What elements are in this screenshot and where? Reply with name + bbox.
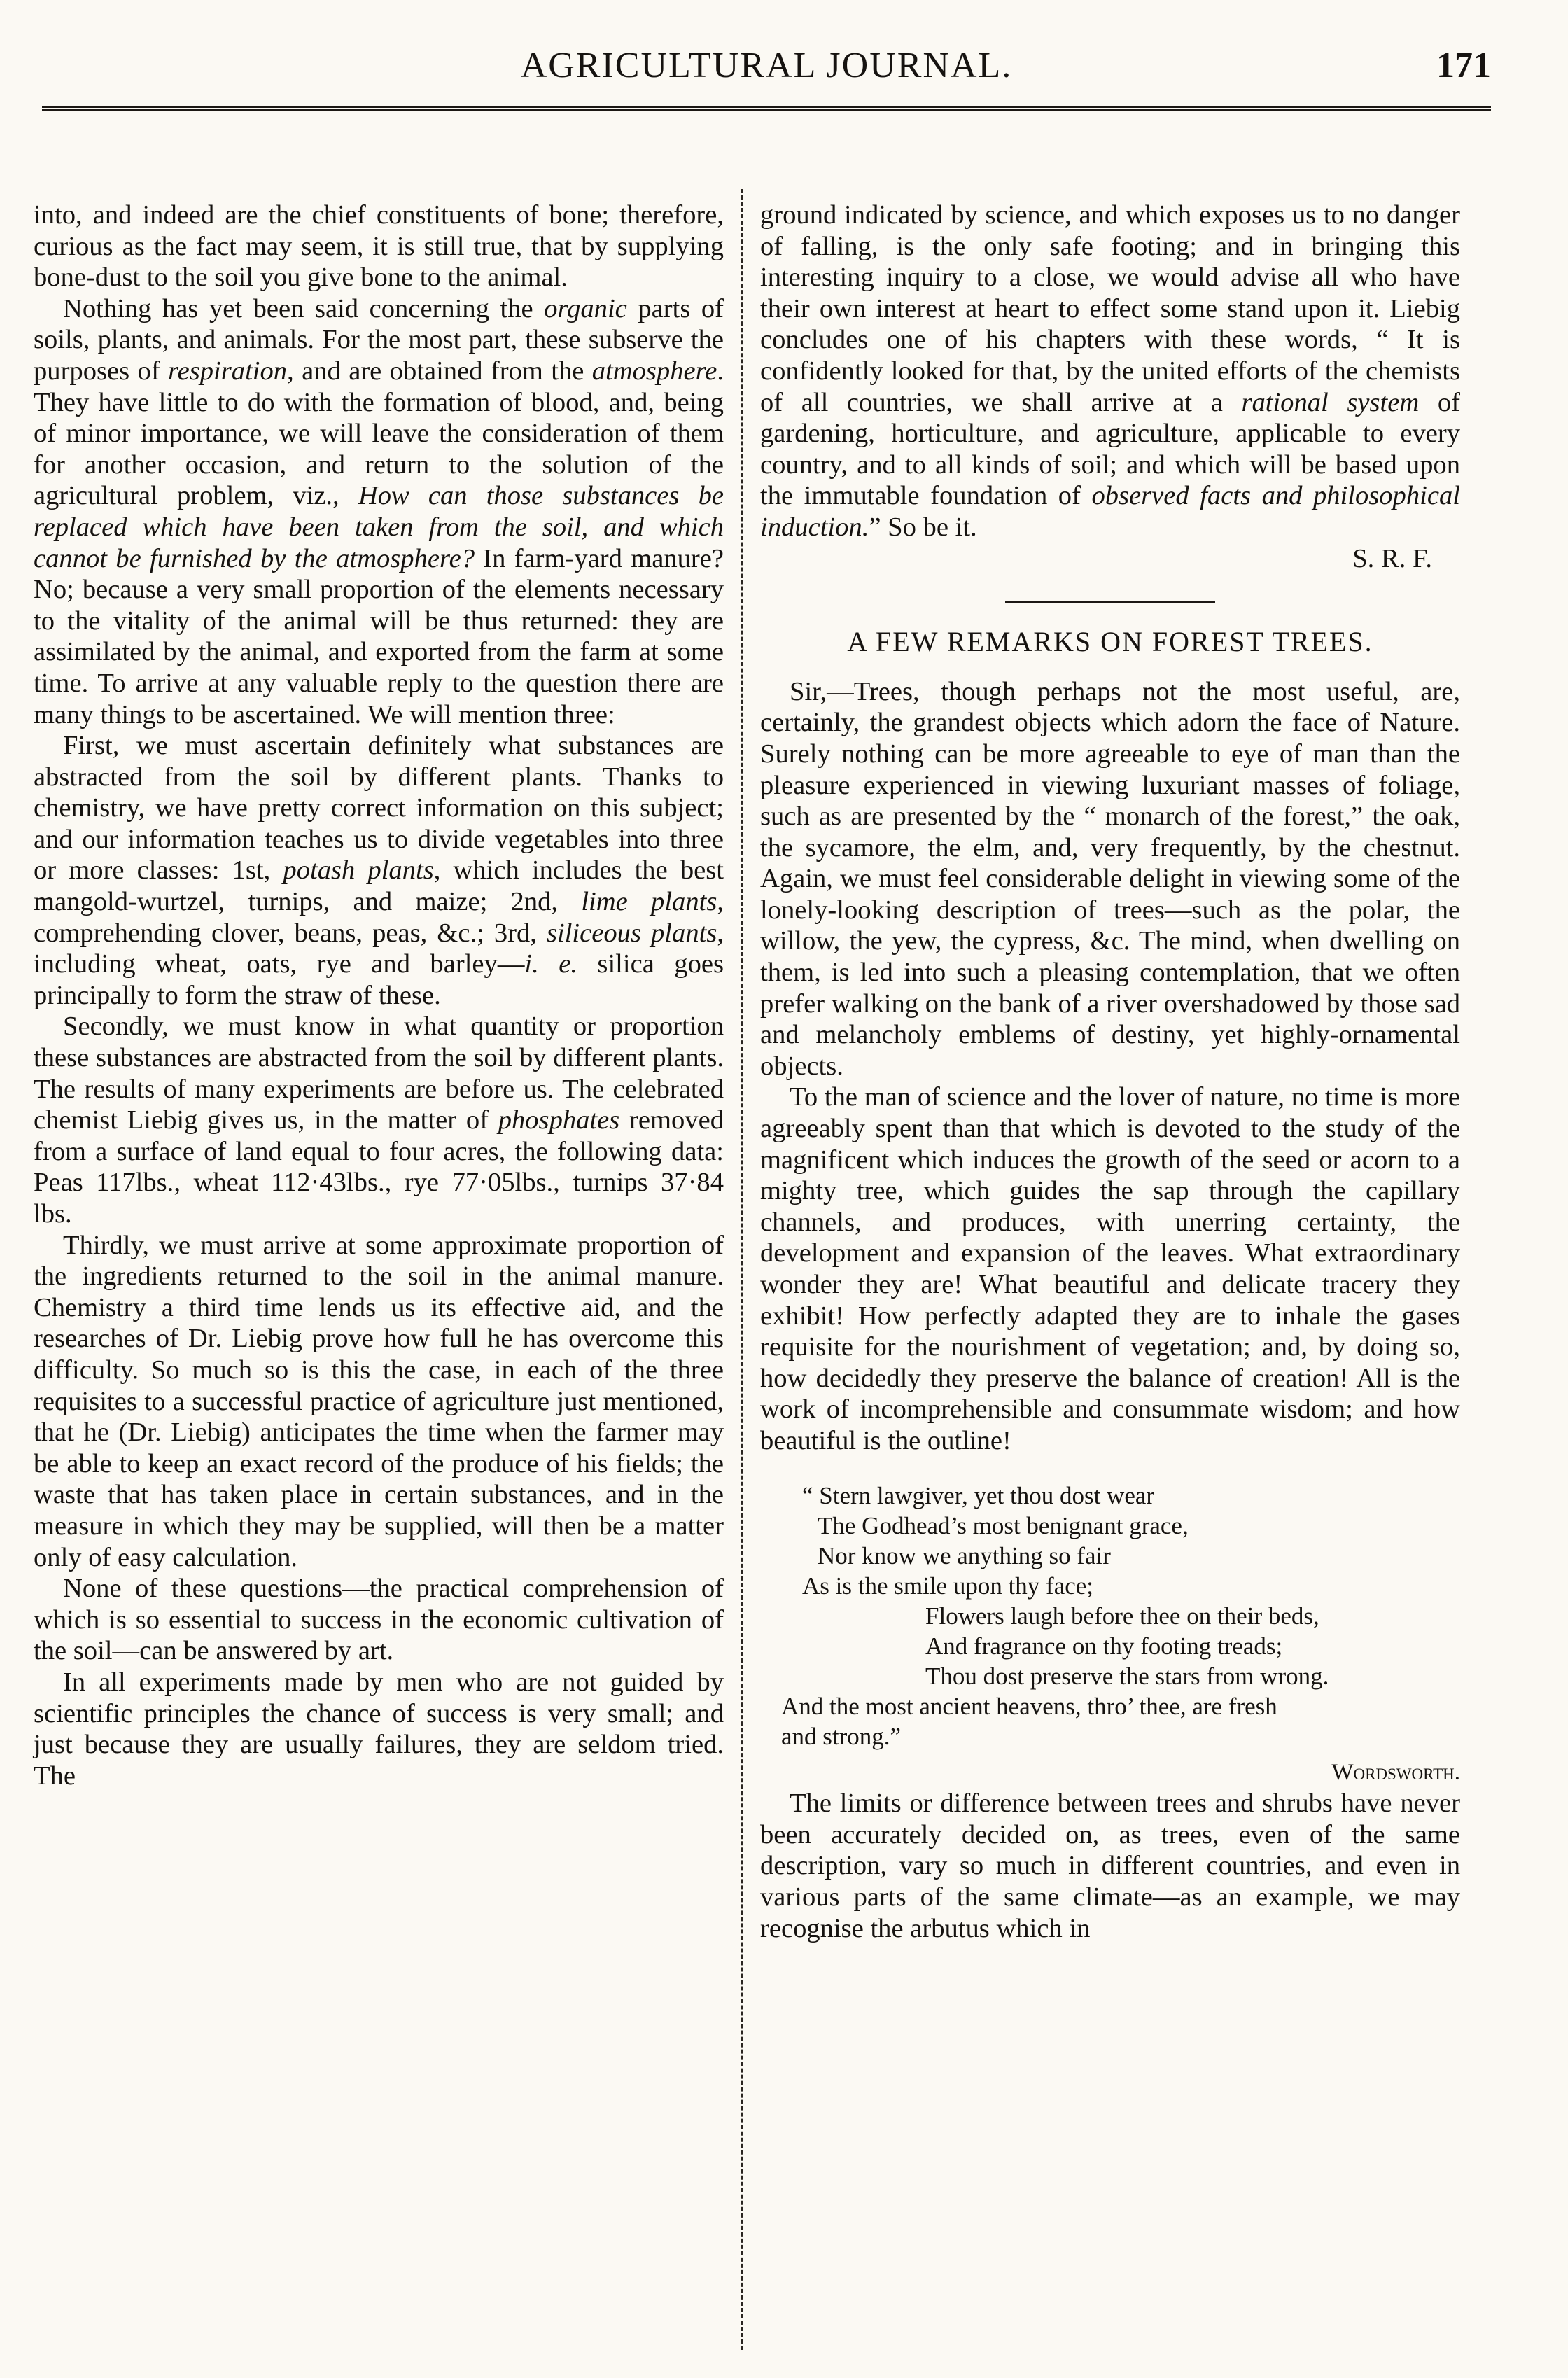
- article-title: A FEW REMARKS ON FOREST TREES.: [847, 626, 1373, 658]
- paragraph-text: Sir,—Trees, though perhaps not the most useful, are, certainly, the grandest objects which adorn the face of Nature. Surely nothing can be more agreeable to eye of man than the pleasure experienced in viewing luxuriant masses of foliage, such as are presented by the “ monarch of the forest,” the oak, the sycamore, the elm, and, very frequently, by the chestnut. Again, we must feel considerable delight in viewing some of the lonely-looking description of trees—such as the polar, the willow, the yew, the cypress, &c. The mind, when dwelling on them, is led into such a pleasing contemplation, that we often prefer walking on the bank of a river overshadowed by those sad and melancholy emblems of destiny, yet highly-ornamental objects.: [760, 676, 1460, 1081]
- poem-line: and strong.”: [781, 1722, 902, 1750]
- column-divider: [741, 189, 743, 2350]
- poem-line: “ Stern lawgiver, yet thou dost wear: [802, 1481, 1155, 1509]
- paragraph: [34, 1011, 724, 1229]
- page-header: [42, 42, 1491, 119]
- italic-term: siliceous plants: [546, 918, 718, 948]
- header-rule: [42, 106, 1491, 111]
- signature: S. R. F.: [1352, 543, 1432, 573]
- poem-line: And fragrance on thy footing treads;: [925, 1632, 1283, 1660]
- paragraph-text: into, and indeed are the chief constituents of bone; therefore, curious as the fact may seem, it is still true, that by supplying bone-dust to the soil you give bone to the animal.: [34, 200, 724, 293]
- paragraph-text: silica goes principally to form the straw of these.: [34, 949, 724, 1010]
- paragraph-text: Secondly, we must know in what quantity or proportion these substances are abstracted from the soil by different plants. The results of many experiments are before us. The celebrated chemist Liebig gives us, in the matter of: [34, 1012, 724, 1135]
- paragraph-text: In all experiments made by men who are not guided by scientific principles the chance of success is very small; and just because they are usually failures, they are seldom tried. The: [34, 1667, 724, 1791]
- paragraph-text: Thirdly, we must arrive at some approximate proportion of the ingredients returned to the soil in the animal manure. Chemistry a third time lends us its effective aid, and the researches of Dr. Liebig prove how full he has overcome this difficulty. So much so is this the case, in each of the three requisites to a successful practice of agriculture just mentioned, that he (Dr. Liebig) anticipates the time when the farmer may be able to keep an exact record of the produce of his fields; the waste that has taken place in certain substances, and in the measure in which they may be supplied, will then be a matter only of easy calculation.: [34, 1230, 724, 1572]
- section-rule: [1005, 601, 1215, 603]
- paragraph: [34, 200, 724, 293]
- italic-term: observed facts and philosophical induction.: [760, 481, 1460, 542]
- paragraph-text: removed from a surface of land equal to four acres, the following data: Peas 117lbs., wheat 112·43lbs., rye 77·05lbs., turnips 37·84 lbs.: [34, 1105, 724, 1229]
- paragraph-text: First, we must ascertain definitely what substances are abstracted from the soil by different plants. Thanks to chemistry, we have pretty correct information on this subject; and our information teaches us to divide vegetables into three or more classes: 1st,: [34, 731, 724, 886]
- paragraph-text: In farm-yard manure? No; because a very small proportion of the elements necessary to the vitality of the animal will be thus returned: they are assimilated by the animal, and exported from the farm at some time. To arrive at any valuable reply to the question there are many things to be ascertained. We will mention three:: [34, 543, 724, 729]
- paragraph-text: , and are obtained from the: [287, 356, 592, 386]
- paragraph: [34, 1573, 724, 1667]
- left-column: [34, 200, 724, 1791]
- italic-term: atmosphere: [592, 356, 718, 386]
- paragraph-text: , which includes the best mangold-wurtzel, turnips, and maize; 2nd,: [34, 855, 724, 917]
- running-title: AGRICULTURAL JOURNAL.: [520, 46, 1013, 85]
- paragraph: [760, 200, 1460, 543]
- poem-attribution: Wordsworth.: [1331, 1759, 1460, 1785]
- paragraph: [760, 676, 1460, 1082]
- poem-line: As is the smile upon thy face;: [802, 1572, 1094, 1600]
- poem-line: Thou dost preserve the stars from wrong.: [925, 1662, 1329, 1690]
- paragraph: [34, 730, 724, 1011]
- paragraph-text: ” So be it.: [869, 512, 977, 542]
- page-number: 171: [1436, 46, 1491, 85]
- paragraph-text: , including wheat, oats, rye and barley—: [34, 918, 724, 979]
- paragraph-text: parts of soils, plants, and animals. For the most part, these subserve the purposes of: [34, 293, 724, 386]
- italic-term: phosphates: [498, 1105, 620, 1135]
- paragraph-text: None of these questions—the practical comprehension of which is so essential to success in the economic cultivation of the soil—can be answered by art.: [34, 1574, 724, 1666]
- right-column: [760, 200, 1460, 1944]
- paragraph-text: The limits or difference between trees and shrubs have never been accurately decided on, as trees, even of the same description, vary so much in different countries, and even in various parts of the same climate—as an example, we may recognise the arbutus which in: [760, 1789, 1460, 1943]
- italic-term: rational system: [1241, 387, 1420, 417]
- paragraph-text: ground indicated by science, and which exposes us to no danger of falling, is the only safe footing; and in bringing this interesting inquiry to a close, we would advise all who have their own interest at heart to effect some stand upon it. Liebig concludes one of his chapters with these words, “ It is confidently looked for that, by the united efforts of the chemists of all countries, we shall arrive at a: [760, 200, 1460, 417]
- poem-line: Flowers laugh before thee on their beds,: [925, 1602, 1320, 1630]
- poem-line: Nor know we anything so fair: [818, 1541, 1111, 1569]
- paragraph: [760, 1788, 1460, 1944]
- paragraph: [34, 293, 724, 730]
- paragraph: [34, 1667, 724, 1791]
- paragraph-text: Nothing has yet been said concerning the: [63, 293, 545, 323]
- italic-question: How can those substances be replaced which have been taken from the soil, and which cannot be furnished by the atmosphere?: [34, 481, 724, 573]
- italic-term: i. e.: [524, 949, 578, 979]
- paragraph-text: , comprehending clover, beans, peas, &c.; 3rd,: [34, 887, 724, 948]
- poem-line: And the most ancient heavens, thro’ thee, are fresh: [781, 1692, 1278, 1720]
- italic-term: respiration: [168, 356, 288, 386]
- italic-term: lime plants: [581, 887, 718, 917]
- paragraph-text: . They have little to do with the formation of blood, and, being of minor importance, we will leave the consideration of them for another occasion, and return to the solution of the agricultural problem, viz.,: [34, 356, 724, 511]
- paragraph-text: of gardening, horticulture, and agriculture, applicable to every country, and to all kinds of soil; and which will be based upon the immutable foundation of: [760, 387, 1460, 511]
- paragraph: [34, 1230, 724, 1574]
- italic-term: potash plants: [283, 855, 434, 886]
- paragraph: [760, 1082, 1460, 1456]
- italic-term: organic: [544, 293, 627, 323]
- paragraph-text: To the man of science and the lover of nature, no time is more agreeably spent than that which is devoted to the study of the magnificent which induces the growth of the seed or acorn to a mighty tree, which guides the sap through the capillary channels, and produces, with unerring certainty, the development and expansion of the leaves. What extraordinary wonder they are! What beautiful and delicate tracery they exhibit! How perfectly adapted they are to inhale the gases requisite for the nourishment of vegetation; and, by doing so, how decidedly they preserve the balance of creation! All is the work of incomprehensible and consummate wisdom; and how beautiful is the outline!: [760, 1082, 1460, 1455]
- poem-quotation: [781, 1481, 1460, 1751]
- poem-line: The Godhead’s most benignant grace,: [818, 1511, 1189, 1539]
- signature-line: [760, 543, 1460, 575]
